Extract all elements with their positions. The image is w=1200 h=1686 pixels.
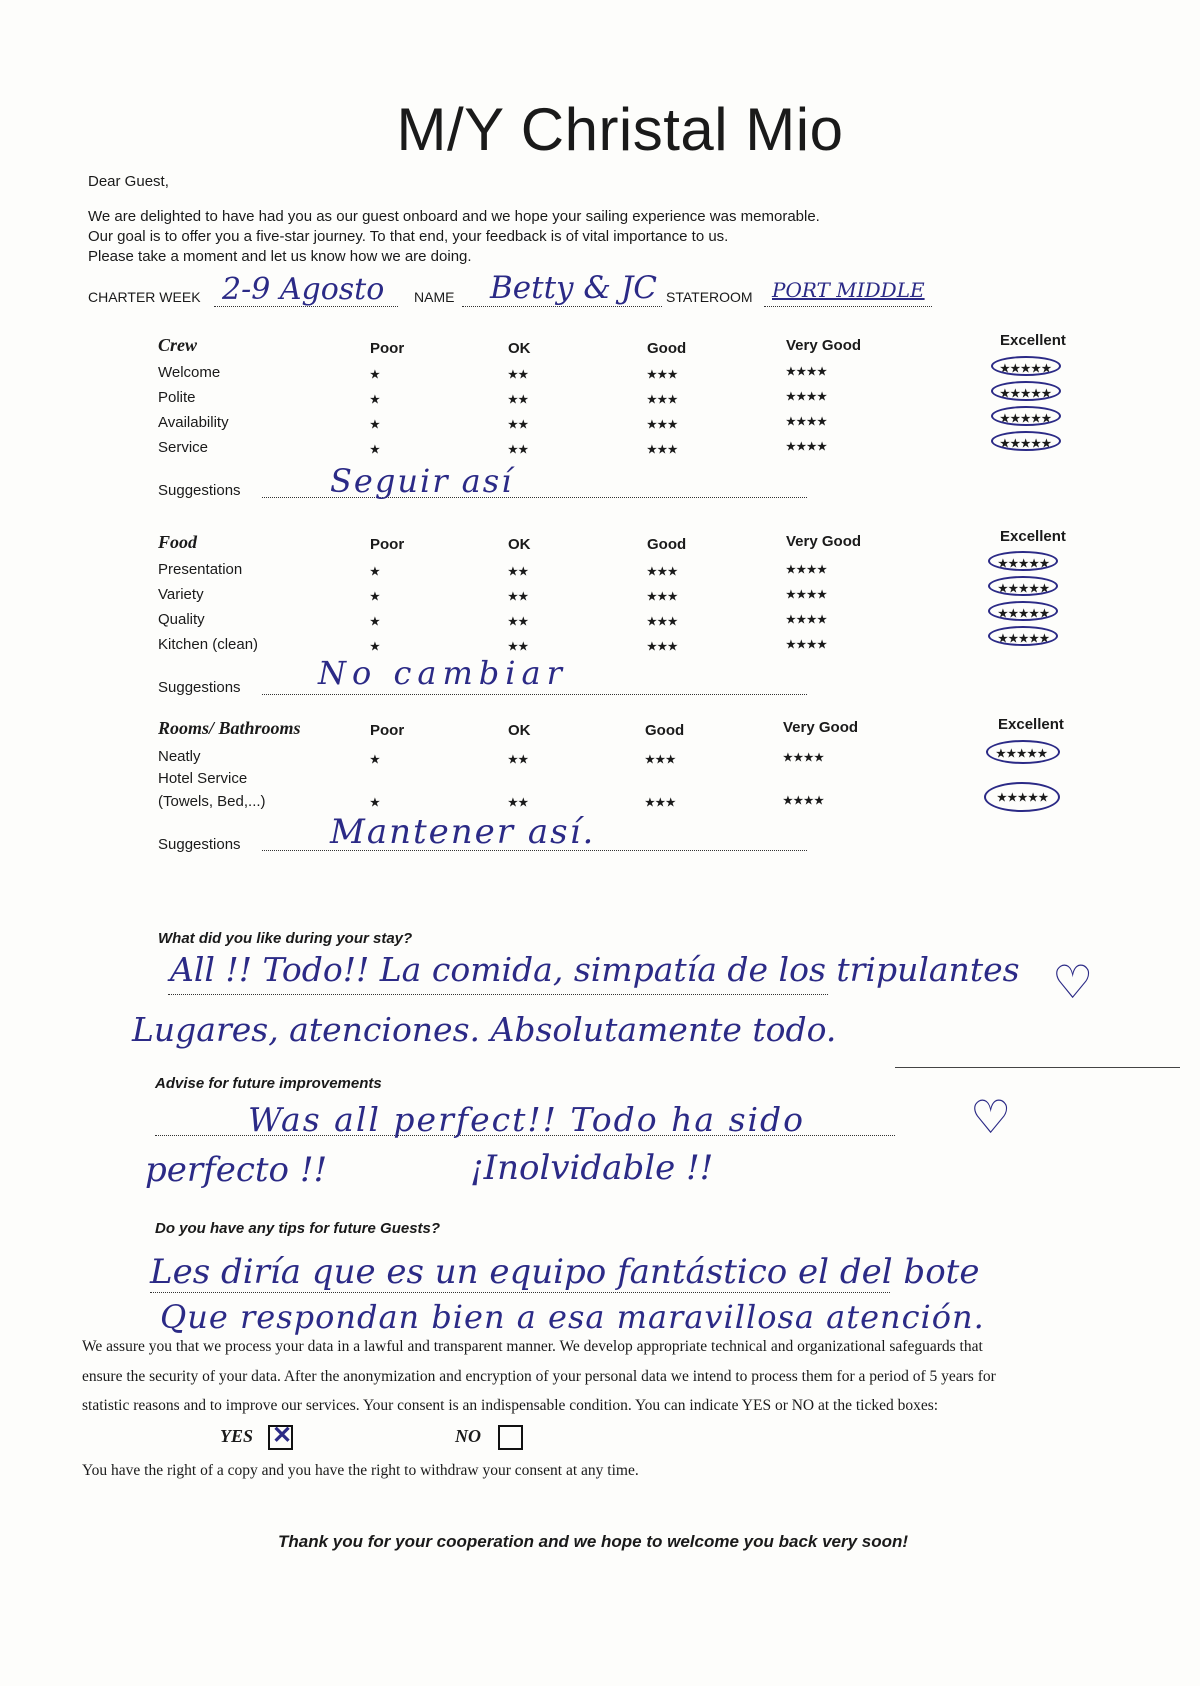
excellent-selection-circle [991, 431, 1061, 451]
excellent-selection-circle [984, 782, 1060, 812]
rating-ok-option[interactable]: ★★ [508, 369, 529, 381]
rating-good-option[interactable]: ★★★ [645, 754, 677, 766]
food-suggestions-value[interactable]: No cambiar [318, 654, 568, 692]
rating-excellent-option[interactable]: ★★★★★ [997, 792, 1049, 804]
stateroom-label: STATEROOM [666, 289, 753, 305]
food-col-poor: Poor [370, 536, 405, 553]
liked-answer-line-1[interactable]: All !! Todo!! La comida, simpatía de los tripulantes [170, 950, 1020, 989]
rating-poor-option[interactable]: ★ [370, 754, 381, 766]
food-suggestions-label: Suggestions [158, 679, 241, 696]
excellent-selection-circle [988, 551, 1058, 571]
rooms-item-sublabel: (Towels, Bed,...) [158, 793, 266, 810]
crew-item-label: Welcome [158, 364, 221, 381]
rating-poor-option[interactable]: ★ [370, 641, 381, 653]
consent-text-line-3: statistic reasons and to improve our services. Your consent is an indispensable condition. You can indicate YES or NO at the ticked boxes: [82, 1397, 939, 1414]
rating-good-option[interactable]: ★★★ [647, 641, 679, 653]
rating-very-good-option[interactable]: ★★★★ [786, 441, 828, 453]
food-section-title: Food [158, 532, 198, 552]
rating-ok-option[interactable]: ★★ [508, 616, 529, 628]
rating-good-option[interactable]: ★★★ [647, 444, 679, 456]
food-item-label: Kitchen (clean) [158, 636, 259, 653]
advise-question: Advise for future improvements [155, 1075, 382, 1092]
rating-good-option[interactable]: ★★★ [647, 419, 679, 431]
crew-col-excellent: Excellent [1000, 332, 1066, 349]
rating-poor-option[interactable]: ★ [370, 797, 381, 809]
name-label: NAME [414, 289, 455, 305]
rating-excellent-option[interactable]: ★★★★★ [998, 633, 1050, 645]
intro-line-3: Please take a moment and let us know how we are doing. [88, 248, 472, 265]
rating-ok-option[interactable]: ★★ [508, 641, 529, 653]
rating-poor-option[interactable]: ★ [370, 591, 381, 603]
stateroom-value[interactable]: PORT MIDDLE [772, 278, 925, 302]
rating-very-good-option[interactable]: ★★★★ [786, 589, 828, 601]
rating-ok-option[interactable]: ★★ [508, 394, 529, 406]
crew-item-label: Availability [158, 414, 229, 431]
advise-answer-line-2a[interactable]: perfecto !! [145, 1150, 328, 1190]
rating-ok-option[interactable]: ★★ [508, 754, 529, 766]
rating-excellent-option[interactable]: ★★★★★ [996, 748, 1048, 760]
rating-good-option[interactable]: ★★★ [647, 591, 679, 603]
liked-answer-line-2[interactable]: Lugares, atenciones. Absolutamente todo. [132, 1010, 837, 1049]
tips-answer-line-2[interactable]: Que respondan bien a esa maravillosa atención. [160, 1298, 985, 1336]
rooms-section-title: Rooms/ Bathrooms [158, 718, 301, 738]
heart-doodle-icon: ♡ [970, 1091, 1012, 1143]
crew-col-good: Good [647, 340, 687, 357]
rooms-item-label: Hotel Service [158, 770, 248, 787]
rating-poor-option[interactable]: ★ [370, 419, 381, 431]
intro-line-2: Our goal is to offer you a five-star journey. To that end, your feedback is of vital importance to us. [88, 228, 729, 245]
food-col-excellent: Excellent [1000, 528, 1066, 545]
excellent-selection-circle [988, 576, 1058, 596]
crew-item-label: Polite [158, 389, 196, 406]
rooms-col-very-good: Very Good [783, 719, 859, 736]
rating-very-good-option[interactable]: ★★★★ [783, 752, 825, 764]
crew-section-title: Crew [158, 335, 198, 355]
crew-col-poor: Poor [370, 340, 405, 357]
rating-poor-option[interactable]: ★ [370, 616, 381, 628]
rating-very-good-option[interactable]: ★★★★ [786, 416, 828, 428]
liked-question: What did you like during your stay? [158, 930, 413, 947]
checkbox-check-mark-icon: ✕ [272, 1422, 293, 1449]
tips-question: Do you have any tips for future Guests? [155, 1220, 441, 1237]
rating-excellent-option[interactable]: ★★★★★ [998, 583, 1050, 595]
rating-excellent-option[interactable]: ★★★★★ [1000, 438, 1052, 450]
excellent-selection-circle [991, 356, 1061, 376]
charter-week-label: CHARTER WEEK [88, 289, 201, 305]
food-col-good: Good [647, 536, 687, 553]
rating-ok-option[interactable]: ★★ [508, 566, 529, 578]
crew-suggestions-value[interactable]: Seguir así [330, 462, 514, 500]
consent-yes-checkbox[interactable] [268, 1422, 293, 1450]
excellent-selection-circle [988, 601, 1058, 621]
rating-very-good-option[interactable]: ★★★★ [786, 564, 828, 576]
food-item-label: Presentation [158, 561, 243, 578]
rooms-col-ok: OK [508, 722, 531, 739]
rating-poor-option[interactable]: ★ [370, 394, 381, 406]
rating-very-good-option[interactable]: ★★★★ [786, 391, 828, 403]
consent-rights-text: You have the right of a copy and you have the right to withdraw your consent at any time. [82, 1462, 639, 1479]
rooms-suggestions-value[interactable]: Mantener así. [330, 812, 596, 852]
rating-good-option[interactable]: ★★★ [645, 797, 677, 809]
page-title: M/Y Christal Mio [396, 96, 844, 163]
excellent-selection-circle [988, 626, 1058, 646]
consent-no-label: NO [455, 1426, 481, 1446]
rating-good-option[interactable]: ★★★ [647, 394, 679, 406]
rooms-col-excellent: Excellent [998, 716, 1064, 733]
name-value[interactable]: Betty & JC [490, 270, 658, 306]
rating-good-option[interactable]: ★★★ [647, 616, 679, 628]
rooms-col-good: Good [645, 722, 685, 739]
advise-answer-line-2b[interactable]: ¡Inolvidable !! [470, 1148, 714, 1188]
tips-answer-line-1[interactable]: Les diría que es un equipo fantástico el del bote [150, 1252, 980, 1292]
rooms-suggestions-label: Suggestions [158, 836, 241, 853]
rating-ok-option[interactable]: ★★ [508, 797, 529, 809]
rating-poor-option[interactable]: ★ [370, 444, 381, 456]
crew-col-ok: OK [508, 340, 531, 357]
rating-ok-option[interactable]: ★★ [508, 444, 529, 456]
rating-ok-option[interactable]: ★★ [508, 591, 529, 603]
rating-excellent-option[interactable]: ★★★★★ [1000, 413, 1052, 425]
rating-very-good-option[interactable]: ★★★★ [783, 795, 825, 807]
excellent-selection-circle [991, 406, 1061, 426]
rating-excellent-option[interactable]: ★★★★★ [998, 558, 1050, 570]
consent-yes-label: YES [220, 1426, 254, 1446]
rooms-col-poor: Poor [370, 722, 405, 739]
crew-col-very-good: Very Good [786, 337, 862, 354]
rating-excellent-option[interactable]: ★★★★★ [998, 608, 1050, 620]
consent-text-line-1: We assure you that we process your data in a lawful and transparent manner. We develop appropriate technical and organizational safeguards that [82, 1338, 983, 1355]
rating-very-good-option[interactable]: ★★★★ [786, 639, 828, 651]
heart-doodle-icon: ♡ [1052, 956, 1094, 1008]
advise-answer-line-1[interactable]: Was all perfect!! Todo ha sido [248, 1100, 806, 1139]
food-col-ok: OK [508, 536, 531, 553]
food-item-label: Quality [158, 611, 205, 628]
excellent-selection-circle [991, 381, 1061, 401]
rating-good-option[interactable]: ★★★ [647, 566, 679, 578]
closing-message: Thank you for your cooperation and we hope to welcome you back very soon! [278, 1532, 909, 1551]
rating-very-good-option[interactable]: ★★★★ [786, 614, 828, 626]
rating-poor-option[interactable]: ★ [370, 369, 381, 381]
intro-line-1: We are delighted to have had you as our guest onboard and we hope your sailing experience was memorable. [88, 208, 820, 225]
rating-poor-option[interactable]: ★ [370, 566, 381, 578]
crew-suggestions-label: Suggestions [158, 482, 241, 499]
consent-text-line-2: ensure the security of your data. After the anonymization and encryption of your personal data we intend to process them for a period of 5 years for [82, 1368, 996, 1385]
charter-week-value[interactable]: 2-9 Agosto [222, 272, 385, 307]
crew-item-label: Service [158, 439, 209, 456]
rating-good-option[interactable]: ★★★ [647, 369, 679, 381]
excellent-selection-circle [986, 740, 1060, 764]
rating-very-good-option[interactable]: ★★★★ [786, 366, 828, 378]
rooms-item-label: Neatly [158, 748, 201, 765]
rating-ok-option[interactable]: ★★ [508, 419, 529, 431]
greeting: Dear Guest, [88, 173, 169, 190]
rating-excellent-option[interactable]: ★★★★★ [1000, 388, 1052, 400]
food-col-very-good: Very Good [786, 533, 862, 550]
consent-no-checkbox[interactable] [498, 1425, 523, 1450]
food-item-label: Variety [158, 586, 204, 603]
rating-excellent-option[interactable]: ★★★★★ [1000, 363, 1052, 375]
